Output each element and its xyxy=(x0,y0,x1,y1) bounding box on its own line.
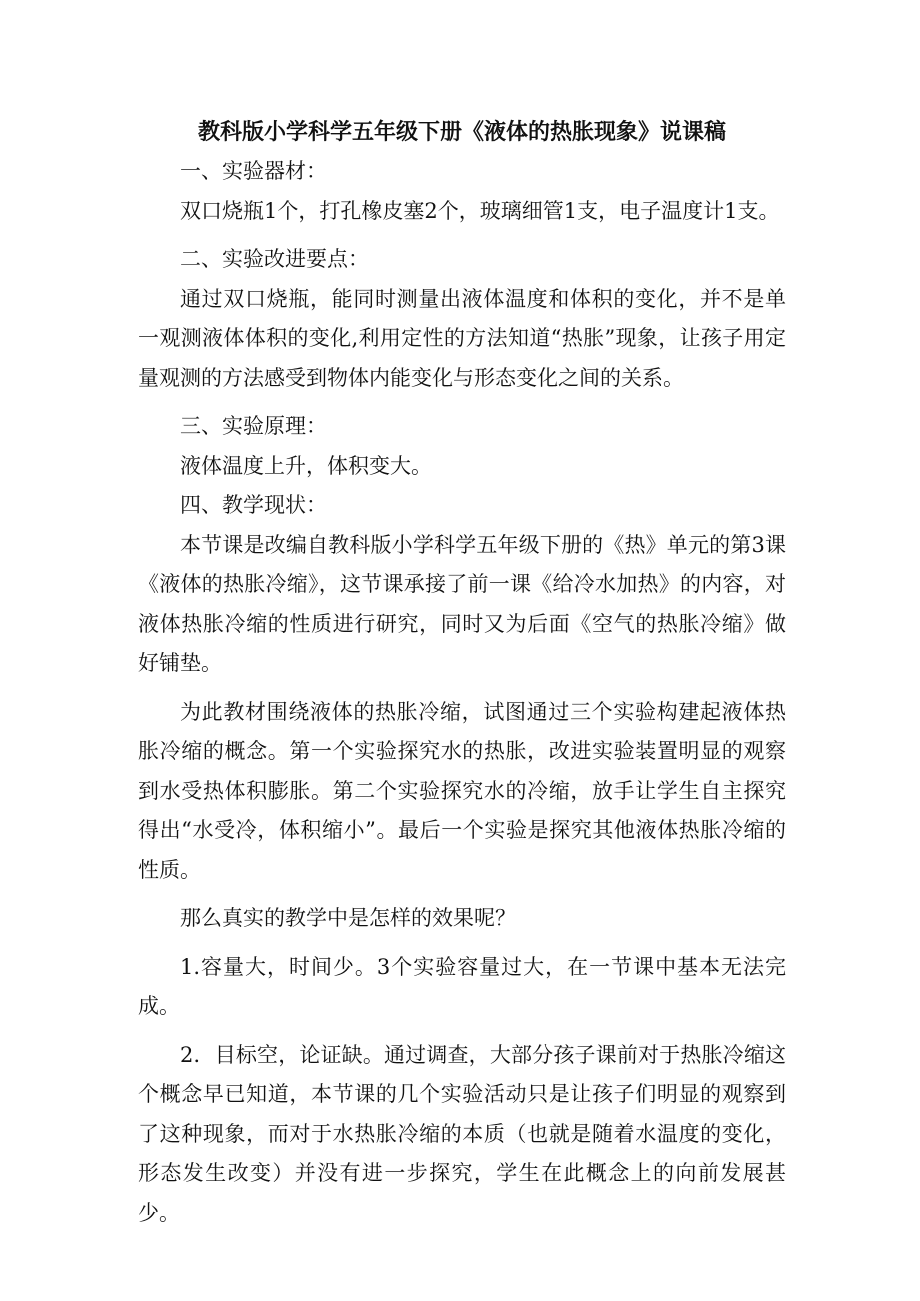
section-heading-teaching-status: 四、教学现状： xyxy=(180,493,327,517)
paragraph-textbook-design: 为此教材围绕液体的热胀冷缩，试图通过三个实验构建起液体热胀冷缩的概念。第一个实验探究水的热胀，改进实验装置明显的观察到水受热体积膨胀。第二个实验探究水的冷缩，放手让学生自主探究得出“水受冷，体积缩小”。最后一个实验是探究其他液体热胀冷缩的性质。 xyxy=(138,699,786,882)
paragraph-point-2: 2．目标空，论证缺。通过调查，大部分孩子课前对于热胀冷缩这个概念早已知道，本节课的几个实验活动只是让孩子们明显的观察到了这种现象，而对于水热胀冷缩的本质（也就是随着水温度的变化，形态发生改变）并没有进一步探究，学生在此概念上的向前发展甚少。 xyxy=(138,1042,786,1225)
document-title: 教科版小学科学五年级下册《液体的热胀现象》说课稿 xyxy=(197,119,726,145)
paragraph-point-1: 1.容量大，时间少。3个实验容量过大，在一节课中基本无法完成。 xyxy=(138,954,786,1018)
paragraph-principle: 液体温度上升，体积变大。 xyxy=(180,453,432,478)
paragraph-question: 那么真实的教学中是怎样的效果呢？ xyxy=(180,906,516,930)
section-heading-equipment: 一、实验器材： xyxy=(180,159,327,183)
paragraph-improvements: 通过双口烧瓶，能同时测量出液体温度和体积的变化，并不是单一观测液体体积的变化,利用定性的方法知道“热胀”现象，让孩子用定量观测的方法感受到物体内能变化与形态变化之间的关系。 xyxy=(138,286,786,390)
paragraph-equipment: 双口烧瓶1个，打孔橡皮塞2个，玻璃细管1支，电子温度计1支。 xyxy=(180,198,780,223)
section-heading-improvements: 二、实验改进要点： xyxy=(180,247,369,271)
document-body xyxy=(138,112,786,1233)
section-heading-principle: 三、实验原理： xyxy=(180,414,327,438)
paragraph-teaching-status: 本节课是改编自教科版小学科学五年级下册的《热》单元的第3课《液体的热胀冷缩》，这节课承接了前一课《给冷水加热》的内容，对液体热胀冷缩的性质进行研究，同时又为后面《空气的热胀冷缩》做好铺垫。 xyxy=(138,532,786,675)
